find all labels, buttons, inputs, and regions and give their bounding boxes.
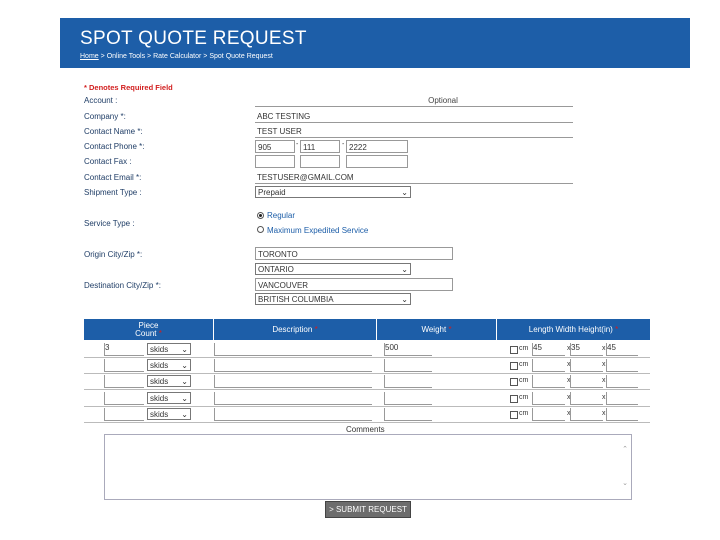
length-field[interactable]: [532, 392, 565, 405]
description-header-text: Description: [272, 325, 313, 334]
destination-city-field[interactable]: VANCOUVER: [255, 278, 453, 291]
chevron-down-icon: ⌄: [181, 394, 188, 403]
cm-checkbox[interactable]: [510, 395, 518, 403]
submit-request-button[interactable]: > SUBMIT REQUEST: [325, 501, 411, 518]
breadcrumb-separator: >: [147, 53, 152, 60]
cm-label: cm: [519, 377, 529, 384]
unit-select-value: skids: [150, 361, 169, 370]
destination-label: Destination City/Zip *:: [84, 281, 161, 290]
phone-prefix-field[interactable]: 111: [300, 140, 340, 153]
length-field[interactable]: [532, 408, 565, 421]
piece-count-field[interactable]: 3: [104, 343, 144, 356]
dimension-x-separator: x: [567, 361, 571, 368]
cm-checkbox[interactable]: [510, 362, 518, 370]
cm-label: cm: [519, 394, 529, 401]
height-field[interactable]: 45: [606, 343, 638, 356]
service-expedited-label: Maximum Expedited Service: [267, 226, 369, 235]
company-label: Company *:: [84, 112, 126, 121]
breadcrumb: [80, 53, 273, 60]
scroll-up-icon[interactable]: ⌃: [622, 446, 628, 453]
cm-checkbox[interactable]: [510, 378, 518, 386]
phone-dash: -: [296, 141, 299, 148]
breadcrumb-separator: >: [100, 53, 105, 60]
dimension-x-separator: x: [602, 361, 606, 368]
dimension-x-separator: x: [602, 377, 606, 384]
dimension-x-separator: x: [567, 410, 571, 417]
breadcrumb-separator: >: [203, 53, 208, 60]
scroll-down-icon[interactable]: ⌄: [622, 480, 628, 487]
account-label: Account :: [84, 96, 118, 105]
breadcrumb-home-link[interactable]: Home: [80, 53, 99, 60]
dimension-x-separator: x: [602, 345, 606, 352]
company-field[interactable]: ABC TESTING: [255, 110, 573, 123]
cm-checkbox[interactable]: [510, 346, 518, 354]
cm-label: cm: [519, 361, 529, 368]
origin-label: Origin City/Zip *:: [84, 250, 143, 259]
destination-province-select[interactable]: [255, 293, 411, 305]
page-title: SPOT QUOTE REQUEST: [80, 28, 307, 49]
piece-header-label: Piece: [138, 321, 159, 330]
width-field[interactable]: [570, 392, 603, 405]
comments-textarea[interactable]: [104, 434, 632, 500]
length-field[interactable]: 45: [532, 343, 565, 356]
length-field[interactable]: [532, 375, 565, 388]
chevron-down-icon: ⌄: [181, 377, 188, 386]
unit-select-value: skids: [150, 410, 169, 419]
chevron-down-icon: ⌄: [401, 188, 408, 197]
unit-select[interactable]: [147, 343, 191, 355]
unit-select-value: skids: [150, 394, 169, 403]
dimension-x-separator: x: [602, 394, 606, 401]
dimensions-header: [497, 319, 650, 340]
piece-count-field[interactable]: [104, 392, 144, 405]
description-field[interactable]: [214, 375, 372, 388]
chevron-down-icon: ⌄: [401, 265, 408, 274]
chevron-down-icon: ⌄: [181, 345, 188, 354]
description-field[interactable]: [214, 392, 372, 405]
width-field[interactable]: [570, 359, 603, 372]
piece-count-field[interactable]: [104, 375, 144, 388]
fax-line-field[interactable]: [346, 155, 408, 168]
chevron-down-icon: ⌄: [181, 410, 188, 419]
height-field[interactable]: [606, 408, 638, 421]
description-field[interactable]: [214, 359, 372, 372]
required-field-note: * Denotes Required Field: [84, 83, 173, 92]
contact-email-field[interactable]: TESTUSER@GMAIL.COM: [255, 171, 573, 184]
fax-prefix-field[interactable]: [300, 155, 340, 168]
breadcrumb-current-page: Spot Quote Request: [209, 53, 273, 60]
required-star: *: [314, 325, 318, 334]
width-field[interactable]: [570, 375, 603, 388]
unit-select[interactable]: [147, 392, 191, 404]
height-field[interactable]: [606, 375, 638, 388]
required-star: *: [448, 325, 452, 334]
cm-checkbox[interactable]: [510, 411, 518, 419]
unit-select[interactable]: [147, 359, 191, 371]
weight-field[interactable]: [384, 375, 432, 388]
weight-field[interactable]: [384, 392, 432, 405]
weight-field[interactable]: [384, 408, 432, 421]
account-field[interactable]: Optional: [255, 94, 573, 107]
shipment-type-label: Shipment Type :: [84, 188, 142, 197]
cm-label: cm: [519, 345, 529, 352]
dimension-x-separator: x: [602, 410, 606, 417]
comments-label: Comments: [346, 425, 385, 434]
contact-name-field[interactable]: TEST USER: [255, 125, 573, 138]
piece-count-header: [84, 319, 213, 340]
count-header-text: Count: [135, 329, 157, 338]
unit-select-value: skids: [150, 377, 169, 386]
page-header: [60, 18, 690, 68]
required-star: *: [615, 325, 619, 334]
contact-phone-label: Contact Phone *:: [84, 142, 145, 151]
origin-city-field[interactable]: TORONTO: [255, 247, 453, 260]
height-field[interactable]: [606, 392, 638, 405]
shipment-type-value: Prepaid: [258, 188, 286, 197]
dimension-x-separator: x: [567, 345, 571, 352]
height-field[interactable]: [606, 359, 638, 372]
unit-select-value: skids: [150, 345, 169, 354]
service-regular-radio[interactable]: [257, 212, 264, 219]
weight-header: [377, 319, 496, 340]
shipment-type-select[interactable]: [255, 186, 411, 198]
breadcrumb-online-tools[interactable]: Online Tools: [106, 53, 146, 60]
description-field[interactable]: [214, 343, 372, 356]
contact-fax-label: Contact Fax :: [84, 157, 132, 166]
dimension-x-separator: x: [567, 394, 571, 401]
unit-select[interactable]: [147, 375, 191, 387]
width-field[interactable]: 35: [570, 343, 603, 356]
origin-province-select[interactable]: [255, 263, 411, 275]
destination-province-value: BRITISH COLUMBIA: [258, 295, 334, 304]
phone-area-code-field[interactable]: 905: [255, 140, 295, 153]
length-field[interactable]: [532, 359, 565, 372]
unit-select[interactable]: [147, 408, 191, 420]
phone-dash: -: [342, 141, 345, 148]
service-expedited-radio[interactable]: [257, 226, 264, 233]
description-field[interactable]: [214, 408, 372, 421]
dimensions-header-text: Length Width Height(in): [528, 325, 613, 334]
weight-field[interactable]: 500: [384, 343, 432, 356]
service-regular-label: Regular: [267, 211, 296, 220]
dimension-x-separator: x: [567, 377, 571, 384]
cm-label: cm: [519, 410, 529, 417]
contact-name-label: Contact Name *:: [84, 127, 143, 136]
service-type-label: Service Type :: [84, 219, 135, 228]
fax-area-code-field[interactable]: [255, 155, 295, 168]
origin-province-value: ONTARIO: [258, 265, 294, 274]
width-field[interactable]: [570, 408, 603, 421]
piece-count-field[interactable]: [104, 408, 144, 421]
weight-header-text: Weight: [421, 325, 447, 334]
piece-count-field[interactable]: [104, 359, 144, 372]
chevron-down-icon: ⌄: [181, 361, 188, 370]
breadcrumb-rate-calculator[interactable]: Rate Calculator: [153, 53, 202, 60]
required-star: *: [158, 329, 162, 338]
weight-field[interactable]: [384, 359, 432, 372]
count-header-label: [84, 329, 213, 338]
description-header: [214, 319, 376, 340]
contact-email-label: Contact Email *:: [84, 173, 142, 182]
phone-line-field[interactable]: 2222: [346, 140, 408, 153]
chevron-down-icon: ⌄: [401, 295, 408, 304]
